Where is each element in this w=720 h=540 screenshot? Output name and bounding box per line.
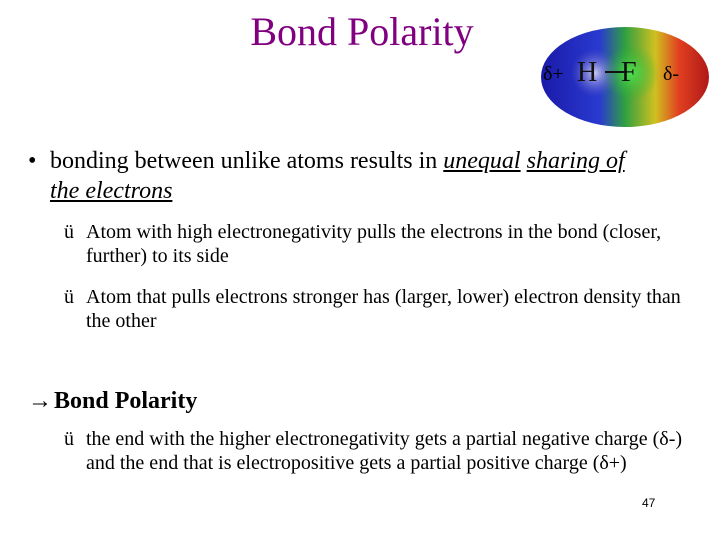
emphasis-sharing: sharing of the electrons [50,148,625,204]
partial-negative-label: δ- [663,63,680,85]
bullet-text [50,146,650,206]
checkmark-icon: ü [64,221,74,243]
fluorine-atom-label: F [621,57,637,88]
bullet-text-prefix: bonding between unlike atoms results in [50,148,444,174]
partial-positive-label: δ+ [543,63,564,85]
checkmark-icon: ü [64,286,74,308]
sub-item-text: Atom with high electronegativity pulls the electrons in the bond (closer, further) to its side [86,221,662,267]
emphasis-unequal: unequal [443,148,521,174]
arrow-right-icon: → [28,388,52,414]
bullet-dot-icon: • [28,148,37,174]
heading-text: Bond Polarity [54,388,198,414]
checkmark-icon: ü [64,428,74,450]
page-number: 47 [642,496,656,510]
hf-electron-density-figure [535,25,710,130]
slide-title: Bond Polarity [250,9,474,54]
heading-bond-polarity [28,386,197,416]
sub-item-text: Atom that pulls electrons stronger has (larger, lower) electron density than the other [86,286,681,332]
sub-item-text: the end with the higher electronegativity gets a partial negative charge (δ-) and the end that is electropositive gets a partial positive charge (δ+) [86,428,683,474]
hydrogen-atom-label: H [577,57,598,88]
